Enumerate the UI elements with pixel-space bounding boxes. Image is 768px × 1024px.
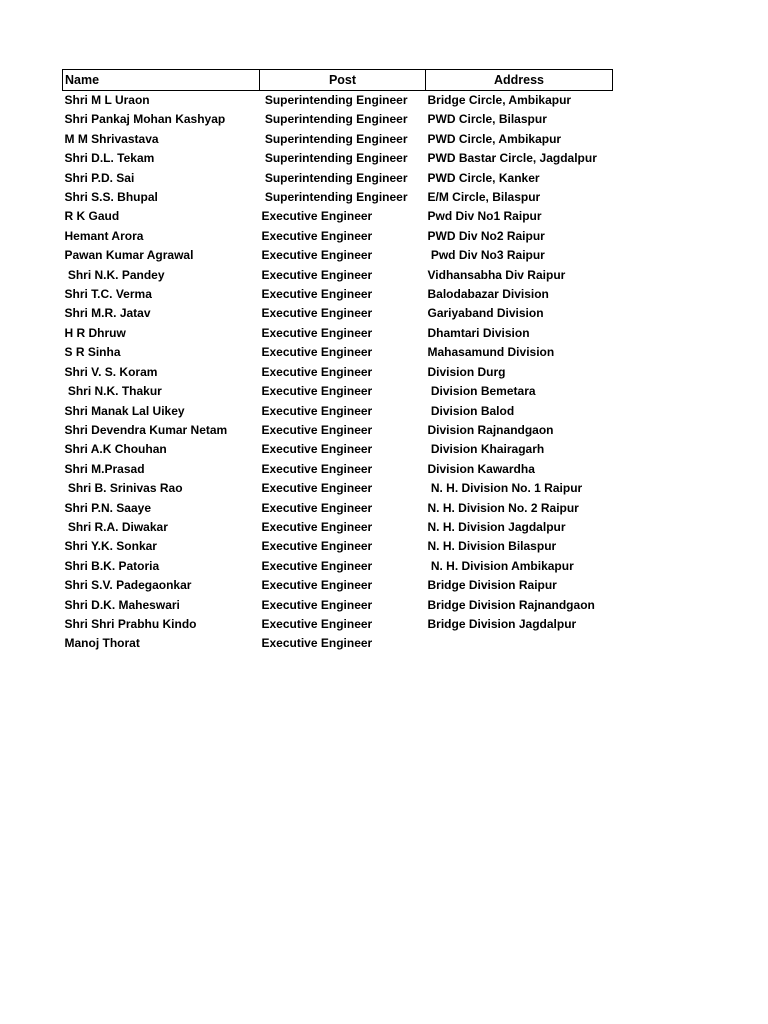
table-row <box>63 188 613 207</box>
cell-post[interactable]: Executive Engineer <box>261 325 373 340</box>
cell-name[interactable]: Shri R.A. Diwakar <box>64 519 168 534</box>
cell-post[interactable]: Superintending Engineer <box>261 190 408 205</box>
table-row <box>63 479 613 498</box>
table-row <box>63 596 613 615</box>
cell-address[interactable]: Mahasamund Division <box>427 345 555 360</box>
spreadsheet-sheet <box>62 69 612 654</box>
table-row <box>63 227 613 246</box>
cell-post[interactable]: Executive Engineer <box>261 636 373 651</box>
cell-address[interactable]: Division Rajnandgaon <box>427 422 554 437</box>
cell-name[interactable]: Shri M.R. Jatav <box>64 306 151 321</box>
cell-name[interactable]: Shri D.K. Maheswari <box>64 597 180 612</box>
cell-post[interactable]: Executive Engineer <box>261 616 373 631</box>
cell-address[interactable]: N. H. Division Jagdalpur <box>427 519 566 534</box>
cell-post[interactable]: Superintending Engineer <box>261 112 408 127</box>
table-row <box>63 304 613 323</box>
table-row <box>63 169 613 188</box>
cell-address[interactable]: Gariyaband Division <box>427 306 544 321</box>
table-row <box>63 634 613 653</box>
cell-address[interactable]: Balodabazar Division <box>427 287 549 302</box>
table-row <box>63 110 613 129</box>
table-row <box>63 149 613 168</box>
cell-address[interactable]: E/M Circle, Bilaspur <box>427 190 541 205</box>
cell-name[interactable]: M M Shrivastava <box>64 131 159 146</box>
cell-post[interactable]: Executive Engineer <box>261 597 373 612</box>
cell-post[interactable]: Executive Engineer <box>261 248 373 263</box>
cell-post[interactable]: Executive Engineer <box>261 267 373 282</box>
cell-name[interactable]: Shri T.C. Verma <box>64 287 152 302</box>
cell-post[interactable]: Superintending Engineer <box>261 151 408 166</box>
cell-post[interactable]: Superintending Engineer <box>261 131 408 146</box>
cell-name[interactable]: Manoj Thorat <box>64 636 140 651</box>
cell-address[interactable]: PWD Circle, Ambikapur <box>427 131 562 146</box>
cell-address[interactable]: Bridge Division Raipur <box>427 578 557 593</box>
cell-post[interactable]: Executive Engineer <box>261 228 373 243</box>
table-row <box>63 285 613 304</box>
table-row <box>63 363 613 382</box>
cell-address[interactable]: Bridge Circle, Ambikapur <box>427 93 572 107</box>
cell-address[interactable]: Pwd Div No1 Raipur <box>427 209 542 224</box>
cell-name[interactable]: Shri Manak Lal Uikey <box>64 403 185 418</box>
cell-address[interactable]: Division Khairagarh <box>427 442 545 457</box>
cell-name[interactable]: Shri N.K. Pandey <box>64 267 165 282</box>
header-post[interactable]: Post <box>260 70 426 91</box>
cell-post[interactable]: Executive Engineer <box>261 481 373 496</box>
cell-address[interactable]: Bridge Division Rajnandgaon <box>427 597 595 612</box>
cell-post[interactable]: Executive Engineer <box>261 345 373 360</box>
cell-post[interactable]: Superintending Engineer <box>261 93 408 107</box>
cell-name[interactable]: Shri B.K. Patoria <box>64 558 160 573</box>
cell-name[interactable]: Shri M.Prasad <box>64 461 145 476</box>
cell-name[interactable]: Shri Shri Prabhu Kindo <box>64 616 197 631</box>
cell-post[interactable]: Executive Engineer <box>261 558 373 573</box>
cell-name[interactable]: R K Gaud <box>64 209 120 224</box>
cell-name[interactable]: Shri N.K. Thakur <box>64 384 162 399</box>
cell-address[interactable]: Bridge Division Jagdalpur <box>427 616 577 631</box>
table-row <box>63 440 613 459</box>
table-row <box>63 382 613 401</box>
cell-name[interactable]: Shri Pankaj Mohan Kashyap <box>64 112 226 127</box>
table-row <box>63 615 613 634</box>
cell-name[interactable]: Shri M L Uraon <box>64 93 150 107</box>
cell-post[interactable]: Executive Engineer <box>261 287 373 302</box>
table-row <box>63 91 613 111</box>
cell-address[interactable]: Pwd Div No3 Raipur <box>427 248 545 263</box>
cell-post[interactable]: Executive Engineer <box>261 578 373 593</box>
cell-name[interactable]: Shri S.S. Bhupal <box>64 190 158 205</box>
table-row <box>63 537 613 556</box>
cell-post[interactable]: Executive Engineer <box>261 461 373 476</box>
cell-post[interactable]: Superintending Engineer <box>261 170 408 185</box>
cell-name[interactable]: Shri B. Srinivas Rao <box>64 481 183 496</box>
table-row <box>63 518 613 537</box>
cell-name[interactable]: Hemant Arora <box>64 228 144 243</box>
cell-address[interactable]: N. H. Division No. 1 Raipur <box>427 481 583 496</box>
table-row <box>63 246 613 265</box>
cell-post[interactable]: Executive Engineer <box>261 384 373 399</box>
table-row <box>63 499 613 518</box>
cell-address[interactable]: N. H. Division Bilaspur <box>427 539 557 554</box>
cell-name[interactable]: Shri P.N. Saaye <box>64 500 151 515</box>
cell-address[interactable]: Division Bemetara <box>427 384 536 399</box>
cell-name[interactable]: Shri S.V. Padegaonkar <box>64 578 192 593</box>
table-row <box>63 421 613 440</box>
table-row <box>63 557 613 576</box>
cell-address[interactable]: Division Balod <box>427 403 515 418</box>
table-row <box>63 324 613 343</box>
cell-name[interactable]: Shri P.D. Sai <box>64 170 135 185</box>
cell-address[interactable]: PWD Div No2 Raipur <box>427 228 545 243</box>
cell-name[interactable]: Pawan Kumar Agrawal <box>64 248 194 263</box>
header-row <box>63 70 613 91</box>
table-row <box>63 130 613 149</box>
cell-address[interactable]: Division Durg <box>427 364 506 379</box>
table-row <box>63 343 613 362</box>
cell-address[interactable]: Dhamtari Division <box>427 325 530 340</box>
cell-post[interactable]: Executive Engineer <box>261 364 373 379</box>
cell-name[interactable]: Shri D.L. Tekam <box>64 151 155 166</box>
table-row <box>63 576 613 595</box>
cell-address[interactable] <box>426 634 613 653</box>
cell-address[interactable]: PWD Circle, Kanker <box>427 170 540 185</box>
cell-post[interactable]: Executive Engineer <box>261 306 373 321</box>
cell-address[interactable]: Division Kawardha <box>427 461 535 476</box>
cell-address[interactable]: N. H. Division No. 2 Raipur <box>427 500 579 515</box>
cell-name[interactable]: Shri Y.K. Sonkar <box>64 539 157 554</box>
cell-post[interactable]: Executive Engineer <box>261 209 373 224</box>
cell-post[interactable]: Executive Engineer <box>261 403 373 418</box>
cell-post[interactable]: Executive Engineer <box>261 442 373 457</box>
cell-name[interactable]: Shri V. S. Koram <box>64 364 158 379</box>
cell-post[interactable]: Executive Engineer <box>261 539 373 554</box>
cell-address[interactable]: N. H. Division Ambikapur <box>427 558 574 573</box>
table-row <box>63 266 613 285</box>
cell-name[interactable]: H R Dhruw <box>64 325 126 340</box>
cell-address[interactable]: PWD Bastar Circle, Jagdalpur <box>427 151 597 166</box>
cell-post[interactable]: Executive Engineer <box>261 422 373 437</box>
cell-address[interactable]: Vidhansabha Div Raipur <box>427 267 566 282</box>
engineer-directory-table <box>62 69 613 654</box>
header-name[interactable]: Name <box>63 70 260 91</box>
table-row <box>63 207 613 226</box>
table-row <box>63 402 613 421</box>
table-body <box>63 91 613 654</box>
cell-name[interactable]: Shri A.K Chouhan <box>64 442 167 457</box>
table-row <box>63 460 613 479</box>
cell-post[interactable]: Executive Engineer <box>261 500 373 515</box>
cell-address[interactable]: PWD Circle, Bilaspur <box>427 112 547 127</box>
cell-post[interactable]: Executive Engineer <box>261 519 373 534</box>
cell-name[interactable]: S R Sinha <box>64 345 121 360</box>
header-address[interactable]: Address <box>426 70 613 91</box>
cell-name[interactable]: Shri Devendra Kumar Netam <box>64 422 228 437</box>
